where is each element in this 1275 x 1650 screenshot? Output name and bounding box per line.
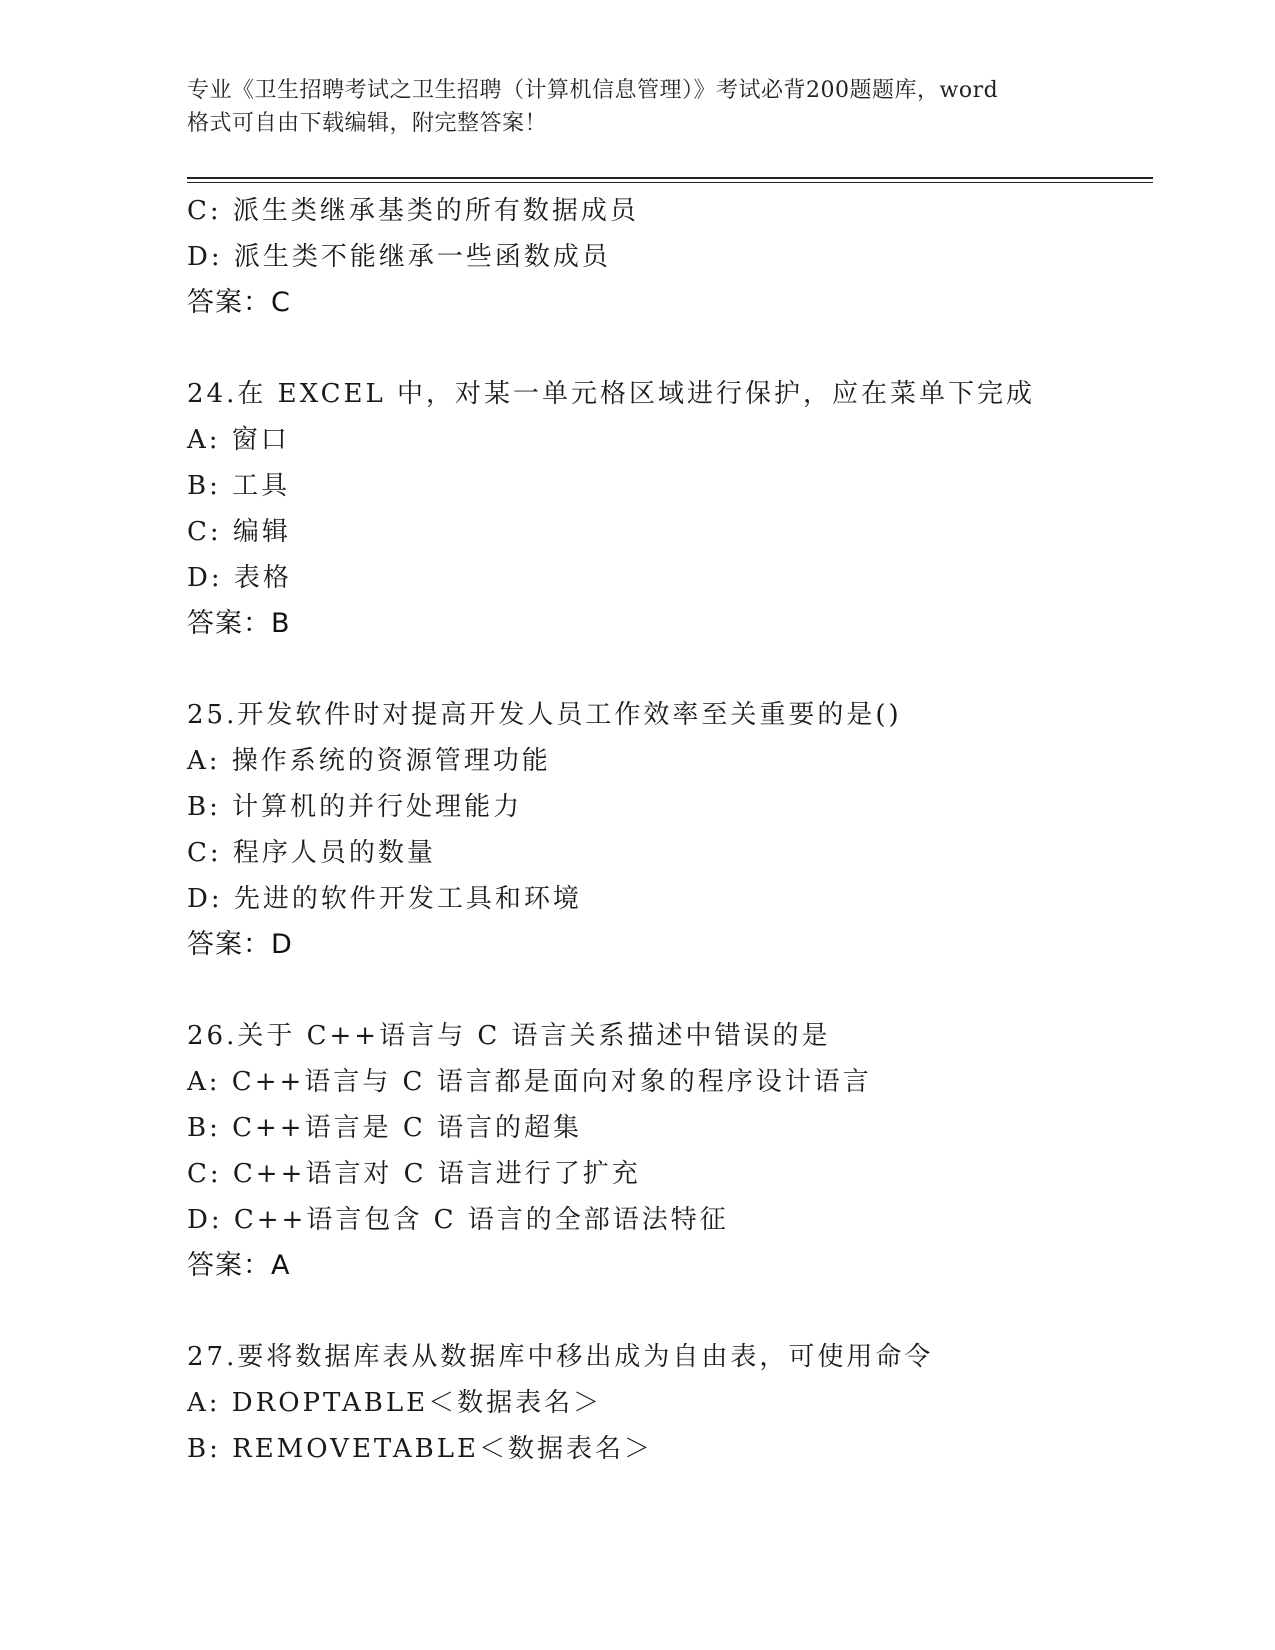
spacer: [187, 968, 1153, 1013]
answer-line: 答案：D: [187, 929, 293, 960]
spacer: [187, 1289, 1153, 1334]
question-26: [187, 1013, 1153, 1289]
question-23-continued: [187, 188, 1153, 326]
question-27: [187, 1334, 1153, 1472]
answer-line: 答案：B: [187, 608, 291, 639]
option-b: B: 计算机的并行处理能力: [187, 792, 523, 822]
option-c: C: 派生类继承基类的所有数据成员: [187, 196, 639, 226]
question-24: [187, 371, 1153, 647]
question-25: [187, 692, 1153, 968]
answer-line: 答案：A: [187, 1250, 291, 1281]
option-c: C: C++语言对 C 语言进行了扩充: [187, 1159, 641, 1189]
question-text: 25.开发软件时对提高开发人员工作效率至关重要的是(): [187, 700, 902, 730]
option-d: D: 派生类不能继承一些函数成员: [187, 242, 611, 272]
option-a: A: C++语言与 C 语言都是面向对象的程序设计语言: [187, 1067, 872, 1097]
header-line-1: 专业《卫生招聘考试之卫生招聘（计算机信息管理）》考试必背200题题库，word: [187, 78, 999, 103]
question-text: 26.关于 C++语言与 C 语言关系描述中错误的是: [187, 1021, 831, 1051]
question-content: [187, 188, 1153, 1472]
answer-line: 答案：C: [187, 287, 291, 318]
document-header: [187, 74, 1087, 140]
header-line-2: 格式可自由下载编辑，附完整答案！: [187, 111, 548, 136]
spacer: [187, 647, 1153, 692]
option-d: D: 表格: [187, 563, 292, 593]
option-d: D: 先进的软件开发工具和环境: [187, 884, 582, 914]
option-b: B: 工具: [187, 471, 291, 501]
header-divider-thick: [187, 177, 1153, 179]
option-c: C: 程序人员的数量: [187, 838, 436, 868]
question-text: 24.在 EXCEL 中，对某一单元格区域进行保护，应在菜单下完成: [187, 379, 1036, 409]
option-c: C: 编辑: [187, 517, 291, 547]
option-d: D: C++语言包含 C 语言的全部语法特征: [187, 1205, 729, 1235]
option-b: B: C++语言是 C 语言的超集: [187, 1113, 583, 1143]
option-a: A: 操作系统的资源管理功能: [187, 746, 551, 776]
header-divider-thin: [187, 182, 1153, 183]
option-a: A: 窗口: [187, 425, 290, 455]
option-a: A: DROPTABLE＜数据表名＞: [187, 1388, 603, 1418]
spacer: [187, 326, 1153, 371]
option-b: B: REMOVETABLE＜数据表名＞: [187, 1434, 653, 1464]
question-text: 27.要将数据库表从数据库中移出成为自由表，可使用命令: [187, 1342, 934, 1372]
